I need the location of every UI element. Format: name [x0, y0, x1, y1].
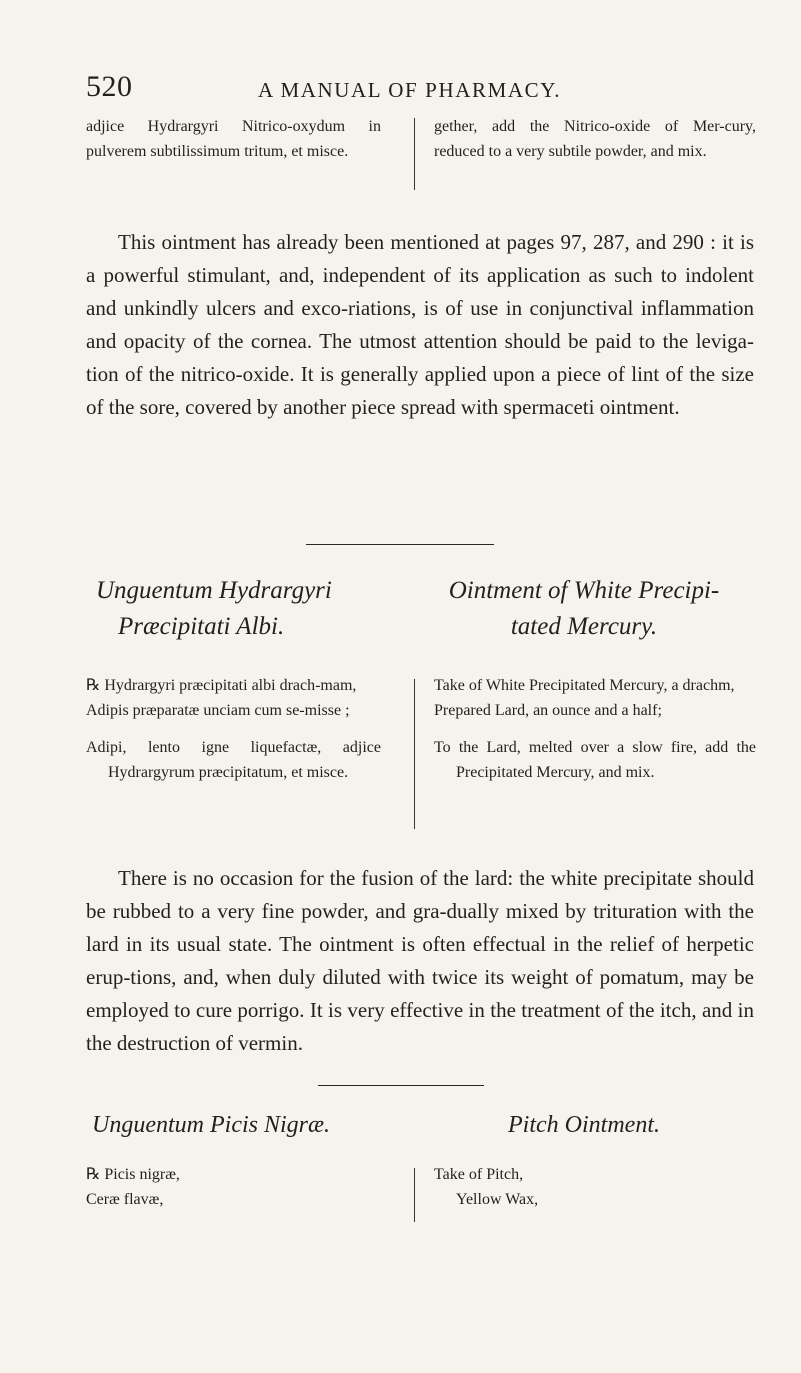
recipe-block-2 — [86, 1162, 754, 1222]
english-recipe-1-line: To the Lard, melted over a slow fire, add the Precipitated Mercury, and mix. — [434, 739, 756, 781]
recipe-block-1 — [86, 673, 754, 833]
latin-recipe-1-line: Adipi, lento igne liquefactæ, adjice Hydrargyrum præcipitatum, et misce. — [86, 739, 381, 781]
column-divider — [414, 679, 415, 829]
english-recipe-2-line: Yellow Wax, — [456, 1191, 539, 1208]
latin-title-2: Unguentum Picis Nigræ. — [92, 1112, 330, 1138]
latin-title-1-line2: Præcipitati Albi. — [118, 613, 285, 640]
latin-recipe-1 — [86, 673, 381, 785]
english-title-2: Pitch Ointment. — [508, 1112, 660, 1138]
page-header — [86, 70, 726, 110]
latin-recipe-1-line: ℞ Hydrargyri præcipitati albi drach-mam, — [86, 677, 357, 694]
english-recipe-1-line: Prepared Lard, an ounce and a half; — [434, 702, 662, 719]
english-column — [434, 114, 756, 164]
page-number: 520 — [86, 70, 133, 103]
latin-recipe-1-line: Adipis præparatæ unciam cum se-misse ; — [86, 702, 350, 719]
commentary-paragraph-1: This ointment has already been mentioned at pages 97, 287, and 290 : it is a powerful stimulant, and, independent of its application as such to indolent and unkindly ulcers and exco-riations, is of use in conjunctival inflammation and opacity of the cornea. The utmost attention should be paid to the leviga-tion of the nitrico-oxide. It is generally applied upon a piece of lint of the size of the sore, covered by another piece spread with spermaceti ointment. — [86, 230, 754, 419]
english-text: gether, add the Nitrico-oxide of Mer-cury, reduced to a very subtile powder, and mix. — [434, 118, 756, 160]
column-divider — [414, 1168, 415, 1222]
latin-recipe-2-line: ℞ Picis nigræ, — [86, 1166, 180, 1183]
english-recipe-1-line: Take of White Precipitated Mercury, a drachm, — [434, 677, 735, 694]
latin-text: adjice Hydrargyri Nitrico-oxydum in pulverem subtilissimum tritum, et misce. — [86, 118, 381, 160]
english-title-1-line1: Ointment of White Precipi- — [448, 577, 720, 604]
english-title-1 — [412, 573, 756, 645]
commentary-paragraph-2: There is no occasion for the fusion of the lard: the white precipitate should be rubbed to a very fine powder, and gra-dually mixed by trituration with the lard in its usual state. The ointment is often effectual in the relief of herpetic erup-tions, and, when duly diluted with twice its weight of pomatum, may be employed to cure porrigo. It is very effective in the treatment of the itch, and in the destruction of vermin. — [86, 866, 754, 1055]
column-divider — [414, 118, 415, 190]
section-divider-1 — [306, 544, 494, 545]
running-head: A MANUAL OF PHARMACY. — [258, 78, 562, 102]
english-recipe-1 — [434, 673, 756, 785]
latin-title-1-line1: Unguentum Hydrargyri — [96, 577, 332, 604]
latin-column — [86, 114, 381, 164]
section-divider-2 — [318, 1085, 484, 1086]
top-recipe-block — [86, 114, 754, 192]
english-title-1-line2: tated Mercury. — [510, 613, 658, 640]
latin-recipe-2 — [86, 1162, 381, 1212]
latin-recipe-2-line: Ceræ flavæ, — [86, 1191, 164, 1208]
english-recipe-2 — [434, 1162, 756, 1212]
english-recipe-2-line: Take of Pitch, — [434, 1166, 524, 1183]
latin-title-1 — [96, 573, 396, 645]
